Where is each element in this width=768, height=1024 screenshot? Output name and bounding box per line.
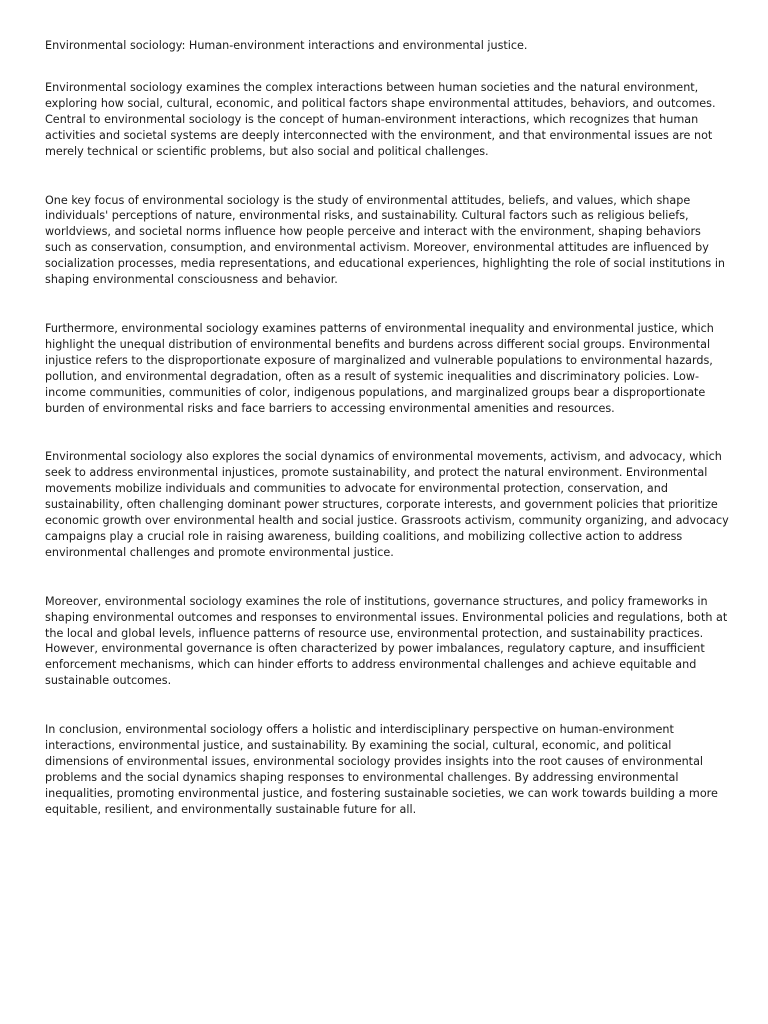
paragraph-environmental-inequality: Furthermore, environmental sociology examines patterns of environmental inequality and environmental justice, which highlight the unequal distribution of environmental benefits and burdens across different social groups. Environmental injustice refers to the disproportionate exposure of marginalized and vulnerable populations to environmental hazards, pollution, and environmental degradation, often as a result of systemic inequalities and discriminatory policies. Low-income communities, communities of color, indigenous populations, and marginalized groups bear a disproportionate burden of environmental risks and face barriers to accessing environmental amenities and resources. — [45, 321, 714, 415]
paragraph-environmental-movements: Environmental sociology also explores the social dynamics of environmental movements, activism, and advocacy, which seek to address environmental injustices, promote sustainability, and protect the natural environment. Environmental movements mobilize individuals and communities to advocate for environmental protection, conservation, and sustainability, often challenging dominant power structures, corporate interests, and government policies that prioritize economic growth over environmental health and social justice. Grassroots activism, community organizing, and advocacy campaigns play a crucial role in raising awareness, building coalitions, and mobilizing collective action to address environmental challenges and promote environmental justice. — [45, 450, 729, 559]
document-title: Environmental sociology: Human-environment interactions and environmental justice. — [45, 39, 528, 52]
document-page — [45, 38, 729, 818]
paragraph-environmental-attitudes: One key focus of environmental sociology is the study of environmental attitudes, beliefs, and values, which shape individuals' perceptions of nature, environmental risks, and sustainability. Cultural factors such as religious beliefs, worldviews, and societal norms influence how people perceive and interact with the environment, shaping behaviors such as conservation, consumption, and environmental activism. Moreover, environmental attitudes are influenced by socialization processes, media representations, and educational experiences, highlighting the role of social institutions in shaping environmental consciousness and behavior. — [45, 193, 726, 287]
paragraph-institutions-governance: Moreover, environmental sociology examines the role of institutions, governance structures, and policy frameworks in shaping environmental outcomes and responses to environmental issues. Environmental policies and regulations, both at the local and global levels, influence patterns of resource use, environmental protection, and sustainability practices. However, environmental governance is often characterized by power imbalances, regulatory capture, and insufficient enforcement mechanisms, which can hinder efforts to address environmental challenges and achieve equitable and sustainable outcomes. — [45, 594, 728, 688]
paragraph-conclusion: In conclusion, environmental sociology offers a holistic and interdisciplinary perspective on human-environment interactions, environmental justice, and sustainability. By examining the social, cultural, economic, and political dimensions of environmental issues, environmental sociology provides insights into the root causes of environmental problems and the social dynamics shaping responses to environmental challenges. By addressing environmental inequalities, promoting environmental justice, and fostering sustainable societies, we can work towards building a more equitable, resilient, and environmentally sustainable future for all. — [45, 723, 718, 816]
paragraph-introduction: Environmental sociology examines the complex interactions between human societies and the natural environment, exploring how social, cultural, economic, and political factors shape environmental attitudes, behaviors, and outcomes. Central to environmental sociology is the concept of human-environment interactions, which recognizes that human activities and societal systems are deeply interconnected with the environment, and that environmental issues are not merely technical or scientific problems, but also social and political challenges. — [45, 81, 716, 158]
